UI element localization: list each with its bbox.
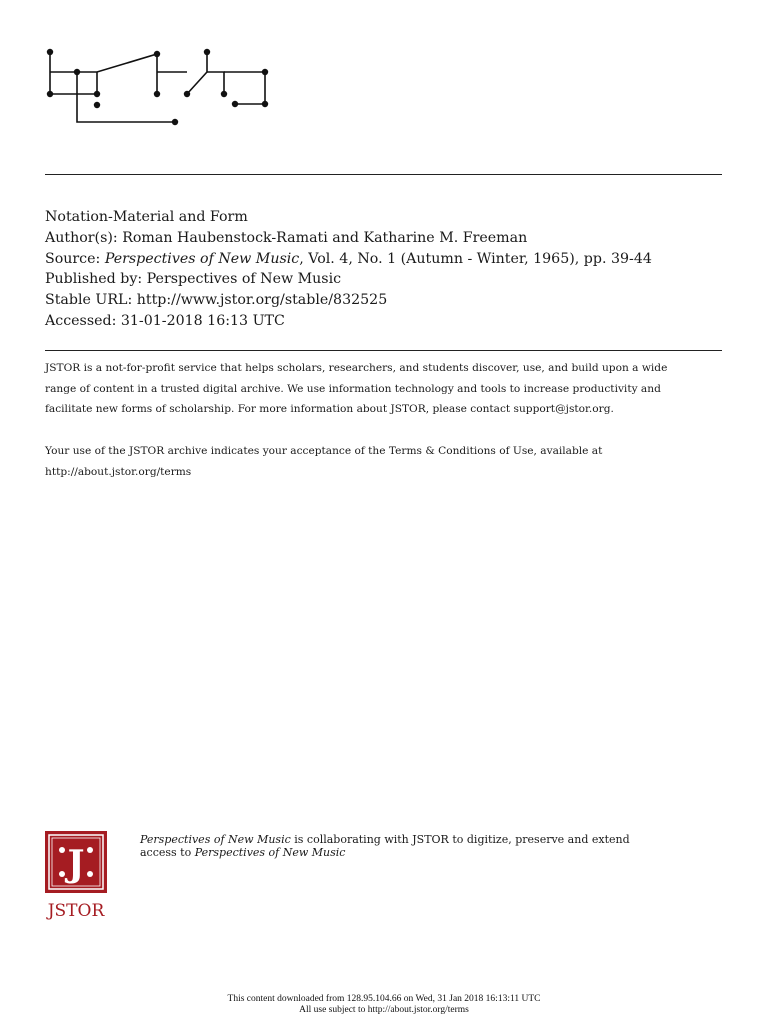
article-title: Notation-Material and Form: [45, 209, 248, 225]
authors-line: [45, 228, 725, 249]
citation-block: [45, 207, 725, 332]
collab-text: is collaborating with JSTOR to digitize, preserve and extend: [290, 833, 630, 846]
graphic-notation-score-icon: [40, 42, 275, 130]
source-journal: Perspectives of New Music: [104, 250, 300, 267]
stable-url-label: Stable URL:: [45, 292, 137, 309]
publisher-label: Published by:: [45, 271, 147, 288]
accessed-value: 31-01-2018 16:13 UTC: [120, 312, 285, 329]
publisher-value: Perspectives of New Music: [146, 271, 342, 288]
terms-url-link[interactable]: http://about.jstor.org/terms: [45, 465, 192, 478]
authors-label: Author(s):: [45, 229, 123, 246]
publisher-line: [45, 269, 725, 290]
source-details: , Vol. 4, No. 1 (Autumn - Winter, 1965), pp. 39-44: [299, 250, 652, 267]
download-footer: [0, 994, 768, 1015]
top-divider: [45, 174, 722, 175]
accessed-label: Accessed:: [45, 312, 121, 329]
terms-line-1: Your use of the JSTOR archive indicates your acceptance of the Terms & Conditions of Use, available at: [45, 444, 603, 457]
footer-line-2: All use subject to http://about.jstor.org/terms: [299, 1004, 469, 1015]
accessed-line: [45, 311, 725, 332]
jstor-notice: [45, 358, 725, 482]
jstor-wordmark: JSTOR: [47, 901, 105, 921]
notice-line-3: facilitate new forms of scholarship. For more information about JSTOR, please contact support@jstor.org.: [45, 403, 614, 416]
stable-url-link[interactable]: http://www.jstor.org/stable/832525: [136, 292, 388, 309]
footer-line-1: This content downloaded from 128.95.104.66 on Wed, 31 Jan 2018 16:13:11 UTC: [227, 994, 541, 1004]
collab-line-2: [140, 846, 700, 859]
collab-publisher-2: Perspectives of New Music: [194, 846, 346, 859]
stable-url-line: [45, 290, 725, 311]
collaboration-statement: [140, 833, 700, 859]
source-label: Source:: [45, 250, 105, 267]
authors-value: Roman Haubenstock-Ramati and Katharine M. Freeman: [122, 229, 528, 246]
mid-divider: [45, 350, 722, 351]
source-line: [45, 249, 725, 270]
notice-line-1: JSTOR is a not-for-profit service that helps scholars, researchers, and students discover, use, and build upon a wide: [45, 362, 668, 374]
jstor-logo-icon: [44, 830, 108, 922]
collab-text-2: access to: [140, 846, 195, 859]
collab-line-1: [140, 833, 700, 846]
collab-publisher: Perspectives of New Music: [140, 833, 291, 846]
svg-text:J: J: [67, 843, 85, 885]
notice-line-2: range of content in a trusted digital archive. We use information technology and tools to increase productivity and: [45, 382, 661, 395]
